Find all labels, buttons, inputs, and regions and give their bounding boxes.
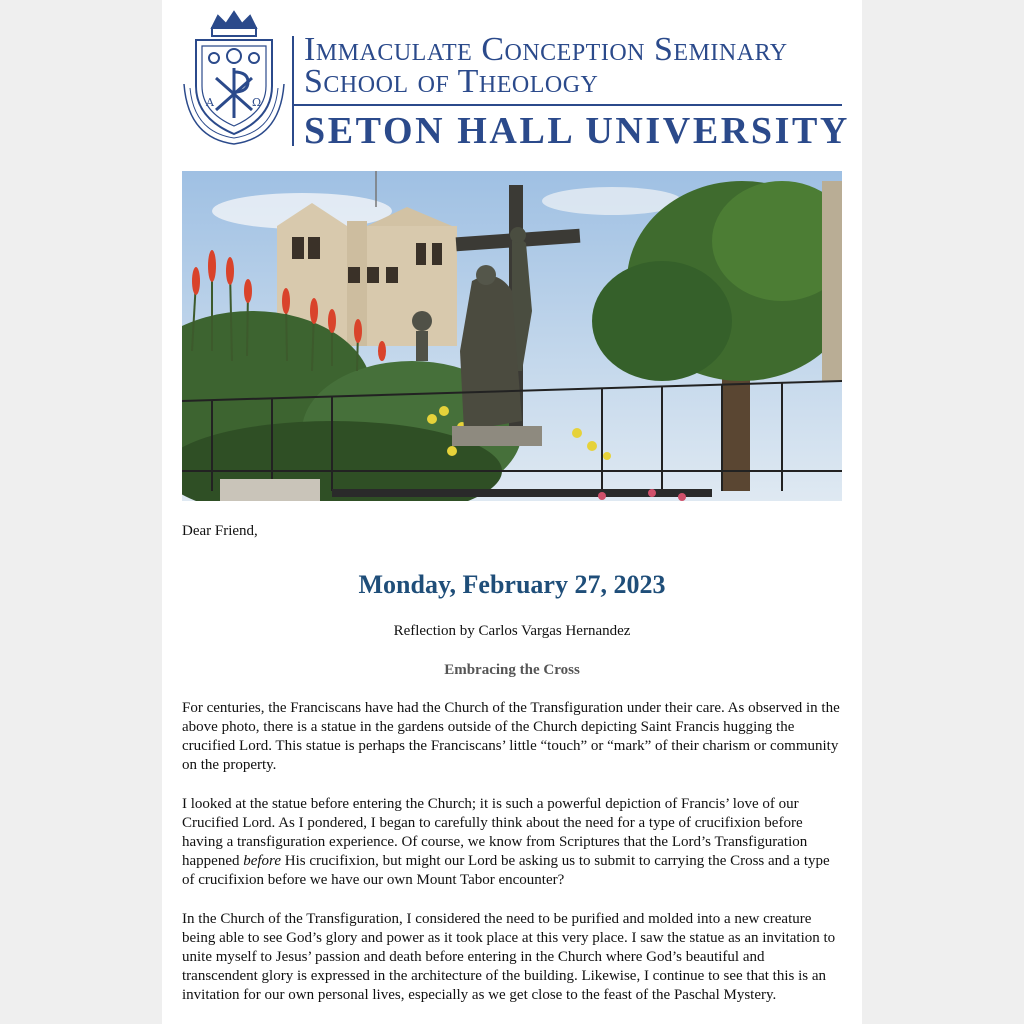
paragraph-2: [182, 795, 844, 890]
paragraph-1: For centuries, the Franciscans have had the Church of the Transfiguration under their care. As observed in the above photo, there is a statue in the gardens outside of the Church depicting Saint Francis hugging the crucified Lord. This statue is perhaps the Franciscans’ little “touch” or “mark” of their charism or community on the property.: [182, 700, 840, 773]
reflection-title: Embracing the Cross: [444, 662, 580, 678]
email-page: [162, 0, 862, 1024]
school-name: School of Theology: [304, 63, 599, 100]
svg-text:A: A: [206, 96, 214, 109]
statue-garden-image: [182, 171, 842, 501]
paragraph-3: In the Church of the Transfiguration, I considered the need to be purified and molded into a new creature being able to see God’s glory and power as it took place at this very place. I saw the statue as an invitation to unite myself to Jesus’ passion and death before entering in the Church where God’s beautiful and transcendent glory is expressed in the architecture of the building. Likewise, I continue to see that this is an invitation for our own personal lives, especially as we get close to the feast of the Paschal Mystery.: [182, 911, 836, 1003]
seminary-header: [182, 10, 850, 152]
seminary-crest-icon: [182, 10, 286, 148]
greeting: Dear Friend,: [182, 523, 258, 539]
hero-photo: [182, 171, 842, 501]
header-vertical-rule: [292, 36, 294, 146]
header-horizontal-rule: [294, 104, 842, 106]
paragraph-2-part-1: I looked at the statue before entering the Church; it is such a powerful depiction of Francis’ love of our Crucified Lord. As I pondered, I began to carefully think about the need for a type of crucifixion before having a transfiguration experience. Of course, we know from Scriptures that the Lord’s Transfiguration happened: [182, 796, 808, 869]
seminary-name: Immaculate Conception Seminary: [304, 31, 788, 68]
reflection-byline: Reflection by Carlos Vargas Hernandez: [393, 623, 631, 639]
svg-text:Ω: Ω: [252, 96, 262, 109]
reflection-date: Monday, February 27, 2023: [358, 570, 666, 599]
paragraph-2-emphasis: before: [243, 853, 281, 869]
university-name: SETON HALL UNIVERSITY: [304, 110, 850, 152]
paragraph-2-part-2: His crucifixion, but might our Lord be asking us to submit to carrying the Cross and a type of crucifixion before we have our own Mount Tabor encounter?: [182, 853, 830, 888]
